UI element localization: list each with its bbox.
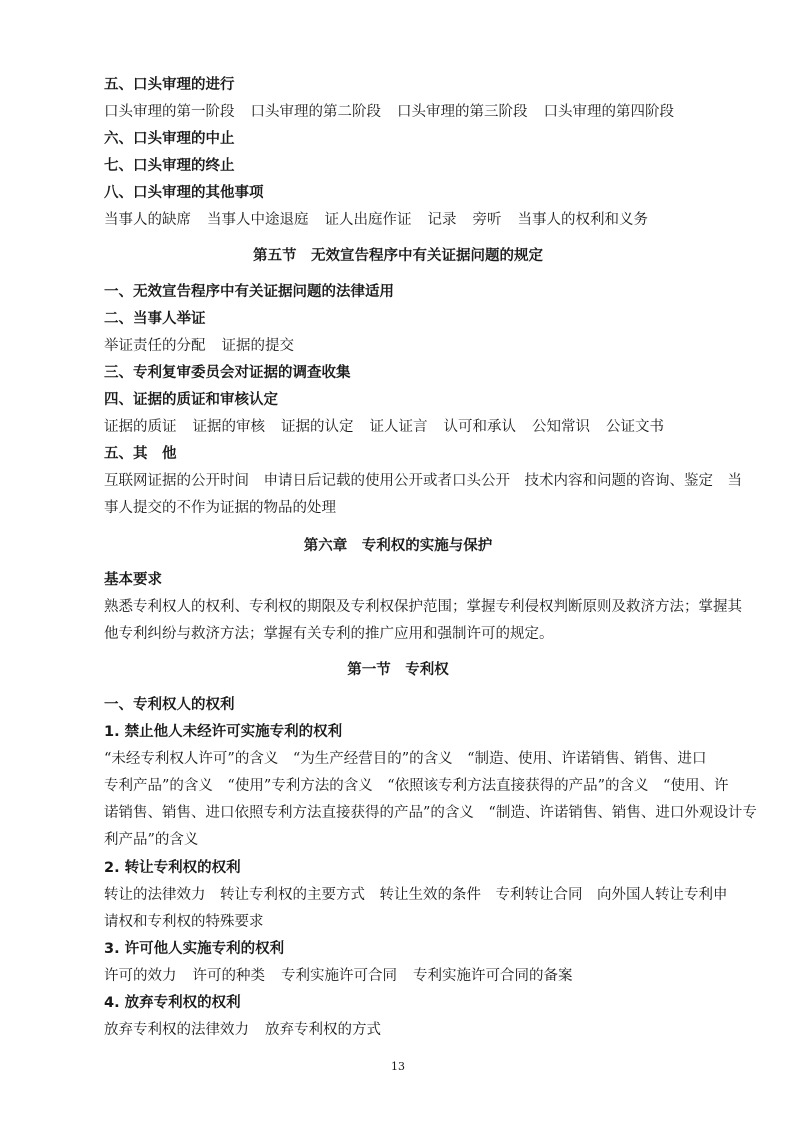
list-item: 放弃专利权的方式 [265, 1022, 381, 1038]
list-item: 公证文书 [606, 419, 664, 435]
list-item: 证人出庭作证 [324, 212, 412, 228]
subheading-prohibit-rights: 1. 禁止他人未经许可实施专利的权利 [104, 724, 343, 740]
list-item: 口头审理的第三阶段 [397, 104, 528, 120]
list-item: 认可和承认 [443, 419, 516, 435]
heading-patentee-rights: 一、专利权人的权利 [104, 697, 235, 713]
heading-board-investigation: 三、专利复审委员会对证据的调查收集 [104, 365, 351, 381]
paragraph-line: 专利产品”的含义 “使用”专利方法的含义 “依照该专利方法直接获得的产品”的含义 “使用、许 [104, 778, 729, 794]
item-list-evidence-review [104, 417, 664, 437]
heading-oral-hearing-other: 八、口头审理的其他事项 [104, 185, 264, 201]
list-item: 旁听 [472, 212, 502, 228]
list-item: 证据的审核 [192, 419, 265, 435]
list-item: 当事人中途退庭 [207, 212, 309, 228]
list-item: 当事人的缺席 [104, 212, 191, 228]
list-item: 证据的认定 [281, 419, 354, 435]
subheading-transfer-rights: 2. 转让专利权的权利 [104, 860, 241, 876]
heading-basic-requirements: 基本要求 [104, 572, 162, 588]
paragraph-line: 请权和专利权的特殊要求 [104, 914, 264, 930]
item-list-abandon [104, 1020, 381, 1040]
list-item: 放弃专利权的法律效力 [104, 1022, 249, 1038]
paragraph-line: 转让的法律效力 转让专利权的主要方式 转让生效的条件 专利转让合同 向外国人转让专利申 [104, 887, 728, 903]
list-item: 口头审理的第二阶段 [250, 104, 381, 120]
heading-oral-hearing-termination: 七、口头审理的终止 [104, 158, 235, 174]
page-number: 13 [391, 1060, 405, 1073]
heading-oral-hearing-suspension: 六、口头审理的中止 [104, 131, 235, 147]
paragraph-line: 利产品”的含义 [104, 832, 199, 848]
paragraph-line: 互联网证据的公开时间 申请日后记载的使用公开或者口头公开 技术内容和问题的咨询、鉴定 当 [104, 473, 742, 489]
heading-cross-exam: 四、证据的质证和审核认定 [104, 392, 278, 408]
list-item: 口头审理的第四阶段 [543, 104, 674, 120]
list-item: 当事人的权利和义务 [517, 212, 648, 228]
heading-other: 五、其 他 [104, 446, 177, 462]
list-item: 专利实施许可合同 [281, 968, 397, 984]
section-title-1: 第一节 专利权 [347, 662, 449, 678]
chapter-title-6: 第六章 专利权的实施与保护 [303, 538, 493, 554]
list-item: 记录 [427, 212, 457, 228]
subheading-license-rights: 3. 许可他人实施专利的权利 [104, 941, 285, 957]
section-title-5: 第五节 无效宣告程序中有关证据问题的规定 [253, 248, 543, 264]
list-item: 证人证言 [369, 419, 428, 435]
paragraph-line: 他专利纠纷与救济方法；掌握有关专利的推广应用和强制许可的规定。 [104, 626, 554, 642]
list-item: 许可的效力 [104, 968, 177, 984]
heading-party-evidence: 二、当事人举证 [104, 311, 206, 327]
heading-evidence-law: 一、无效宣告程序中有关证据问题的法律适用 [104, 284, 394, 300]
paragraph-line: “未经专利权人许可”的含义 “为生产经营目的”的含义 “制造、使用、许诺销售、销售、进口 [104, 751, 707, 767]
heading-oral-hearing-proceed: 五、口头审理的进行 [104, 77, 235, 93]
subheading-abandon-rights: 4. 放弃专利权的权利 [104, 995, 241, 1011]
list-item: 口头审理的第一阶段 [104, 104, 235, 120]
list-item: 举证责任的分配 [104, 338, 206, 354]
item-list-oral-hearing-stages [104, 102, 674, 122]
item-list-burden [104, 336, 294, 356]
list-item: 证据的质证 [104, 419, 177, 435]
list-item: 许可的种类 [192, 968, 265, 984]
list-item: 公知常识 [532, 419, 590, 435]
list-item: 专利实施许可合同的备案 [413, 968, 573, 984]
paragraph-line: 熟悉专利权人的权利、专利权的期限及专利权保护范围；掌握专利侵权判断原则及救济方法；掌握其 [104, 599, 742, 615]
paragraph-line: 诺销售、销售、进口依照专利方法直接获得的产品”的含义 “制造、许诺销售、销售、进口外观设计专 [104, 805, 757, 821]
item-list-other-matters [104, 210, 648, 230]
item-list-license [104, 966, 573, 986]
paragraph-line: 事人提交的不作为证据的物品的处理 [104, 500, 336, 516]
list-item: 证据的提交 [221, 338, 294, 354]
